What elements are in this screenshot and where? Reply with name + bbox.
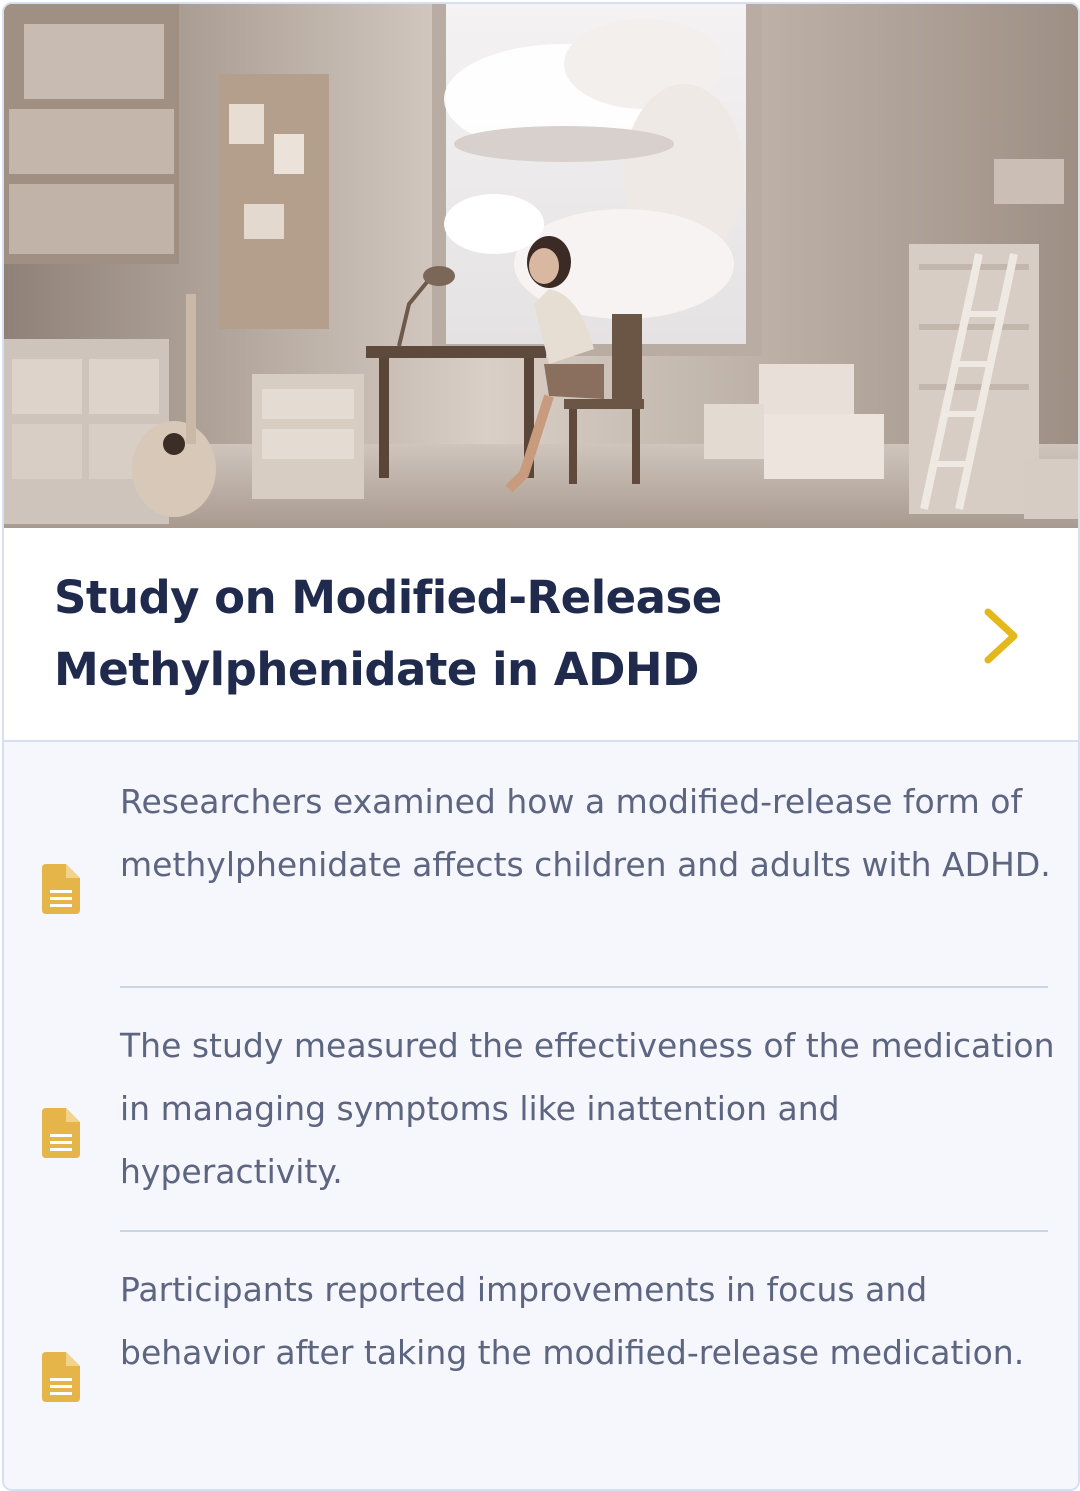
chevron-right-icon[interactable] (980, 606, 1020, 670)
hero-image (4, 4, 1078, 528)
divider (120, 1230, 1048, 1232)
card-header[interactable] (4, 528, 1078, 742)
list-item-text: Researchers examined how a modified-release form of methylphenidate affects children and adults with ADHD. (120, 782, 1051, 884)
card-title-line-2: Methylphenidate in ADHD (54, 643, 699, 696)
document-icon (42, 864, 80, 918)
list-item-text: Participants reported improvements in focus and behavior after taking the modified-release medication. (120, 1270, 1025, 1372)
summary-list (4, 742, 1078, 1490)
document-icon (42, 1352, 80, 1406)
card-title (54, 562, 874, 706)
card-title-line-1: Study on Modified-Release (54, 571, 722, 624)
divider (120, 986, 1048, 988)
document-icon (42, 1108, 80, 1162)
summary-card (2, 2, 1080, 1491)
list-item-text: The study measured the effectiveness of the medication in managing symptoms like inattention and hyperactivity. (120, 1026, 1055, 1191)
